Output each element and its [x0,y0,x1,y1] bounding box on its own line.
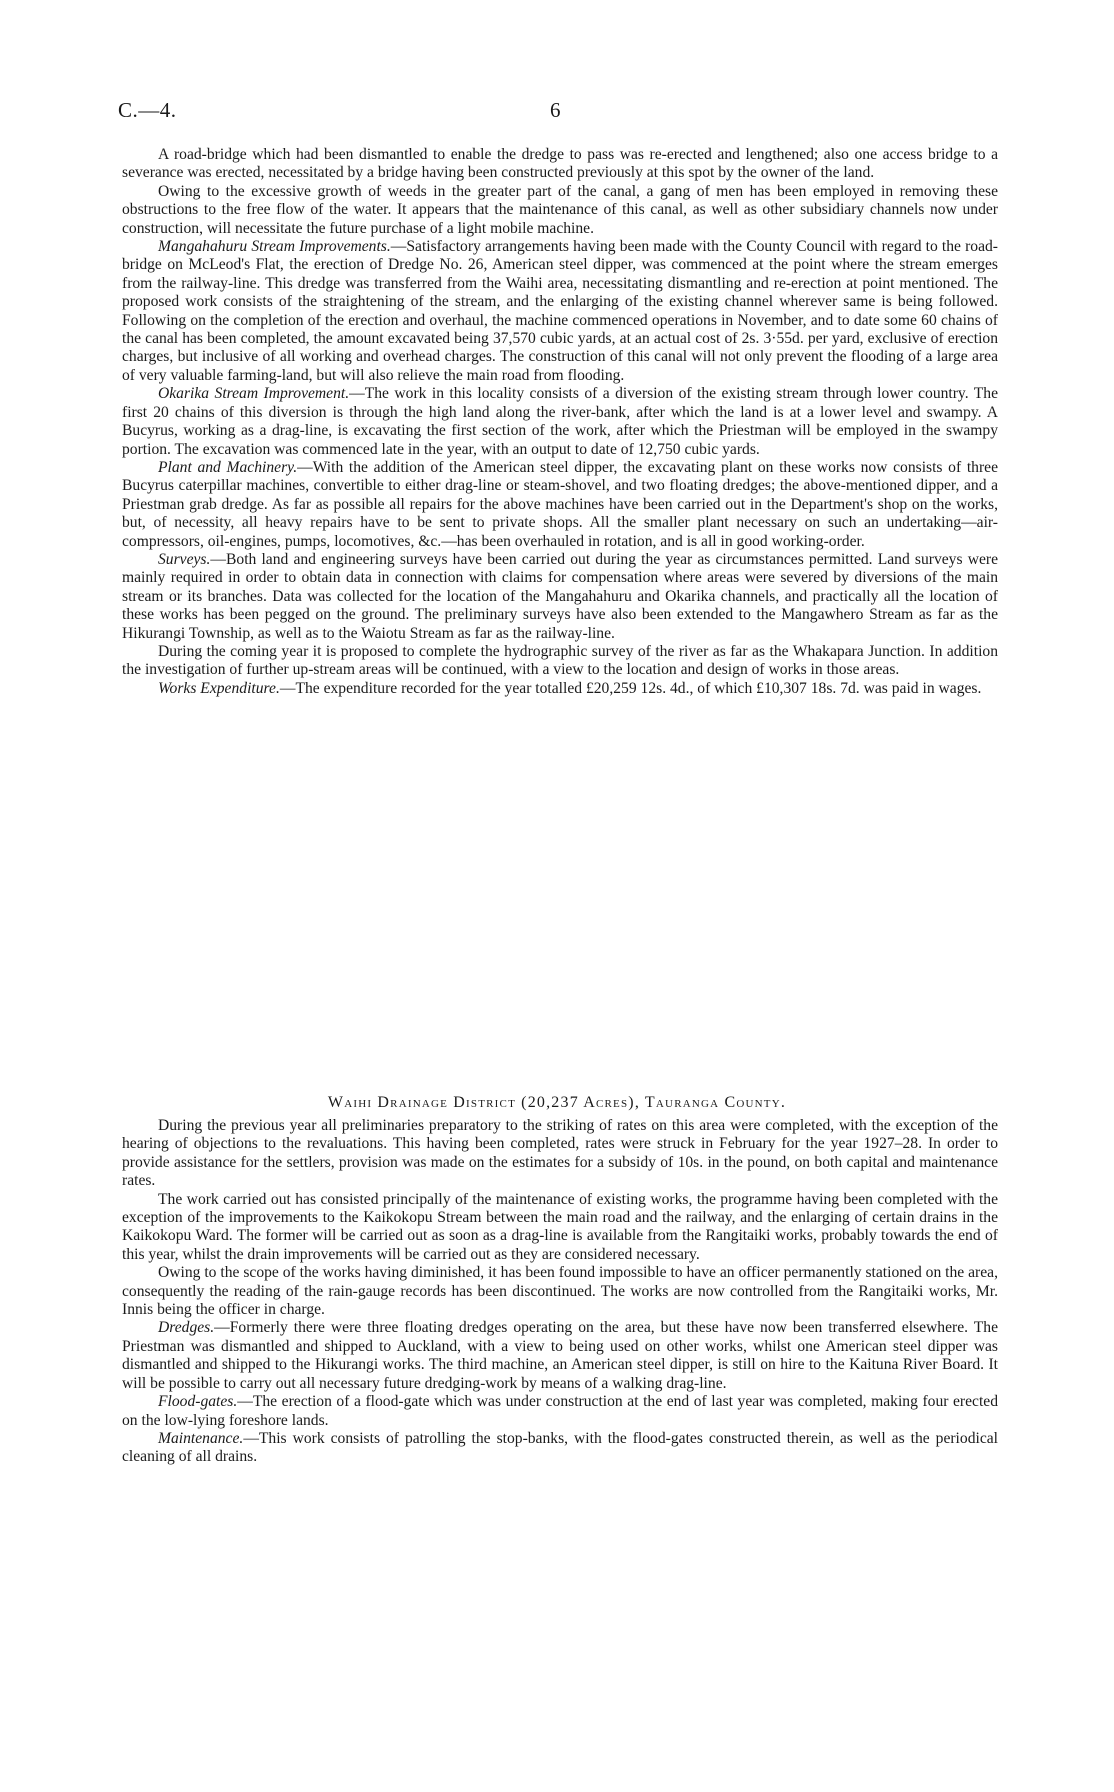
body-section-1 [122,146,998,698]
paragraph: Plant and Machinery.—With the addition of the American steel dipper, the excavating plant on these works now consists of three Bucyrus caterpillar machines, convertible to either drag-line or steam-shovel, and two floating dredges; the above-mentioned dipper, and a Priestman grab dredge. As far as possible all repairs for the above machines have been carried out in the Department's shop on the works, but, of necessity, all heavy repairs have to be sent to private shops. All the smaller plant necessary on such an undertaking—air-compressors, oil-engines, pumps, locomotives, &c.—has been overhauled in rotation, and is all in good working-order. [122,458,998,550]
paragraph-lead-heading: Surveys. [158,550,211,568]
paragraph: Owing to the excessive growth of weeds in the greater part of the canal, a gang of men has been employed in removing these obstructions to the free flow of the water. It appears that the maintenance of this canal, as well as other subsidiary channels now under construction, will necessitate the future purchase of a light mobile machine. [122,182,998,237]
document-code: C.—4. [118,98,177,122]
paragraph-lead-heading: Dredges. [158,1319,215,1337]
paragraph-lead-heading: Works Expenditure. [158,679,280,697]
body-section-2 [122,1117,998,1467]
paragraph: Okarika Stream Improvement.—The work in this locality consists of a diversion of the existing stream through lower country. The first 20 chains of this diversion is through the high land along the river-bank, after which the land is at a lower level and swampy. A Bucyrus, working as a drag-line, is excavating the first section of the work, after which the Priestman will be employed in the swampy portion. The excavation was commenced late in the year, with an output to date of 12,750 cubic yards. [122,385,998,458]
paragraph: Owing to the scope of the works having diminished, it has been found impossible to have an officer permanently stationed on the area, consequently the reading of the rain-gauge records has been discontinued. The works are now controlled from the Rangitaiki works, Mr. Innis being the officer in charge. [122,1264,998,1319]
paragraph: Dredges.—Formerly there were three floating dredges operating on the area, but these have now been transferred elsewhere. The Priestman was dismantled and shipped to Auckland, with a view to being used on other works, whilst one American steel dipper was dismantled and shipped to the Hikurangi works. The third machine, an American steel dipper, is still on hire to the Kaituna River Board. It will be possible to carry out all necessary future dredging-work by means of a walking drag-line. [122,1319,998,1392]
paragraph-lead-heading: Flood-gates. [158,1393,238,1411]
paragraph: Works Expenditure.—The expenditure recorded for the year totalled £20,259 12s. 4d., of which £10,307 18s. 7d. was paid in wages. [158,679,982,697]
section-heading: Waihi Drainage District (20,237 Acres), Tauranga County. [327,1094,787,1111]
paragraph: The work carried out has consisted principally of the maintenance of existing works, the programme having been completed with the exception of the improvements to the Kaikokopu Stream between the main road and the railway, and the enlarging of certain drains in the Kaikokopu Ward. The former will be carried out as soon as a drag-line is available from the Rangitaiki works, probably towards the end of this year, whilst the drain improvements will be carried out as they are considered necessary. [122,1190,998,1263]
paragraph: Maintenance.—This work consists of patrolling the stop-banks, with the flood-gates constructed therein, as well as the periodical cleaning of all drains. [122,1429,998,1466]
paragraph: During the previous year all preliminaries preparatory to the striking of rates on this area were completed, with the exception of the hearing of objections to the revaluations. This having been completed, rates were struck in February for the year 1927–28. In order to provide assistance for the settlers, provision was made on the estimates for a subsidy of 10s. in the pound, on both capital and maintenance rates. [122,1117,998,1190]
paragraph-lead-heading: Okarika Stream Improvement. [158,385,350,403]
paragraph: During the coming year it is proposed to complete the hydrographic survey of the river as far as the Whakapara Junction. In addition the investigation of further up-stream areas will be continued, with a view to the location and design of works in those areas. [122,642,998,679]
paragraph: Surveys.—Both land and engineering surveys have been carried out during the year as circumstances permitted. Land surveys were mainly required in order to obtain data in connection with claims for compensation where areas were severed by diversions of the main stream or its branches. Data was collected for the location of the Mangahahuru and Okarika channels, and practically all the location of these works has been pegged on the ground. The preliminary surveys have also been extended to the Mangawhero Stream as far as the Hikurangi Township, as well as to the Waiotu Stream as far as the railway-line. [122,550,998,642]
page-number: 6 [550,98,561,122]
paragraph: Mangahahuru Stream Improvements.—Satisfactory arrangements having been made with the County Council with regard to the road-bridge on McLeod's Flat, the erection of Dredge No. 26, American steel dipper, was commenced at the point where the stream emerges from the railway-line. This dredge was transferred from the Waihi area, necessitating dismantling and re-erection at point mentioned. The proposed work consists of the straightening of the stream, and the enlarging of the existing channel wherever same is being followed. Following on the completion of the erection and overhaul, the machine commenced operations in November, and to date some 60 chains of the canal has been completed, the amount excavated being 37,570 cubic yards, at an actual cost of 2s. 3·55d. per yard, exclusive of erection charges, but inclusive of all working and overhead charges. The construction of this canal will not only prevent the flooding of a large area of very valuable farming-land, but will also relieve the main road from flooding. [122,238,998,384]
paragraph: Flood-gates.—The erection of a flood-gate which was under construction at the end of last year was completed, making four erected on the low-lying foreshore lands. [122,1393,998,1429]
paragraph-lead-heading: Mangahahuru Stream Improvements. [158,238,391,256]
paragraph-lead-heading: Plant and Machinery. [158,458,298,476]
paragraph-lead-heading: Maintenance. [158,1429,244,1447]
paragraph: A road-bridge which had been dismantled to enable the dredge to pass was re-erected and lengthened; also one access bridge to a severance was erected, necessitated by a bridge having been constructed previously at this spot by the owner of the land. [122,146,998,182]
